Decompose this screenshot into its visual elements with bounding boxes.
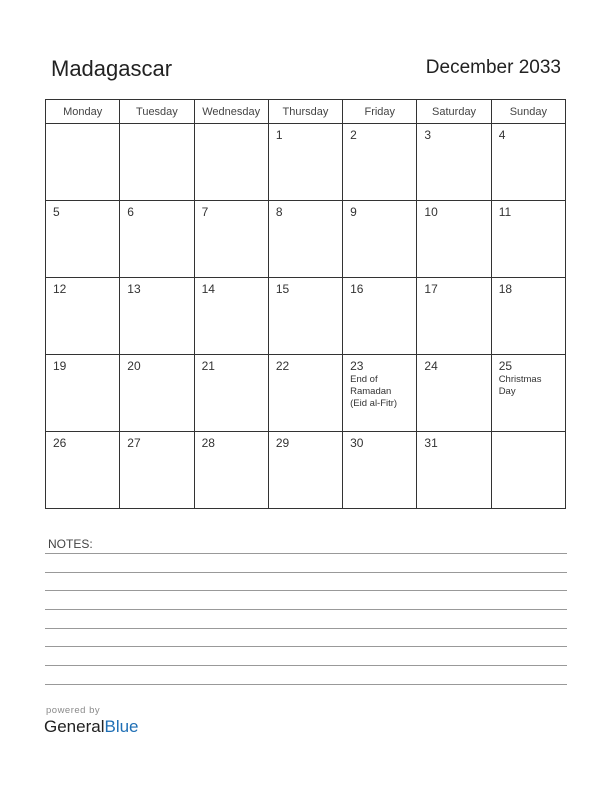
country-title: Madagascar — [51, 56, 173, 81]
day-cell — [417, 124, 491, 201]
day-number: 28 — [201, 436, 215, 450]
powered-by-text: powered by — [46, 705, 101, 716]
day-cell — [343, 432, 417, 509]
day-number: 19 — [53, 359, 67, 373]
day-cell — [194, 355, 268, 432]
weekday-header: Saturday — [417, 100, 491, 124]
day-number: 16 — [350, 282, 364, 296]
day-number: 21 — [201, 359, 215, 373]
day-number: 13 — [127, 282, 141, 296]
day-cell — [268, 278, 342, 355]
week-row — [46, 278, 566, 355]
week-row — [46, 124, 566, 201]
brand-general: General — [44, 717, 105, 736]
day-cell — [46, 278, 120, 355]
day-cell — [46, 355, 120, 432]
day-number: 26 — [53, 436, 67, 450]
month-year-title: December 2033 — [425, 57, 561, 78]
day-cell — [194, 124, 268, 201]
day-number: 29 — [275, 436, 290, 450]
day-cell — [194, 201, 268, 278]
day-number: 11 — [498, 205, 512, 219]
weekday-header: Wednesday — [194, 100, 268, 124]
day-number: 1 — [275, 128, 283, 142]
day-number: 15 — [275, 282, 290, 296]
day-number: 2 — [350, 128, 357, 142]
brand-logo — [44, 717, 139, 737]
day-cell — [46, 201, 120, 278]
day-number: 20 — [127, 359, 141, 373]
day-number: 31 — [424, 436, 438, 450]
weekday-header: Tuesday — [120, 100, 194, 124]
day-cell — [120, 201, 194, 278]
day-cell — [268, 432, 342, 509]
day-number: 10 — [424, 205, 438, 219]
day-number: 27 — [127, 436, 141, 450]
day-number: 4 — [498, 128, 506, 142]
weekday-header-row — [46, 100, 566, 124]
day-cell — [417, 355, 491, 432]
day-number: 23 — [350, 359, 364, 373]
day-cell — [120, 355, 194, 432]
day-number: 3 — [424, 128, 432, 142]
brand-blue: Blue — [104, 717, 139, 736]
note-line — [45, 572, 567, 573]
day-number: 25 — [498, 359, 513, 373]
day-cell — [268, 355, 342, 432]
day-cell — [194, 278, 268, 355]
day-number: 6 — [127, 205, 134, 219]
day-number: 24 — [424, 359, 438, 373]
day-cell — [491, 278, 565, 355]
day-number: 17 — [424, 282, 438, 296]
day-number: 5 — [53, 205, 60, 219]
day-cell — [491, 201, 565, 278]
day-number: 22 — [275, 359, 290, 373]
day-cell — [268, 124, 342, 201]
note-line — [45, 553, 567, 554]
weekday-header: Sunday — [491, 100, 565, 124]
day-number: 14 — [201, 282, 215, 296]
note-line — [45, 665, 567, 666]
day-cell — [120, 432, 194, 509]
day-number: 30 — [350, 436, 364, 450]
note-line — [45, 628, 567, 629]
day-cell — [120, 278, 194, 355]
day-cell — [343, 124, 417, 201]
day-cell — [343, 355, 417, 432]
day-cell — [417, 432, 491, 509]
holiday-label: End of Ramadan (Eid al-Fitr) — [350, 374, 398, 409]
day-cell — [120, 124, 194, 201]
day-cell — [46, 432, 120, 509]
day-cell — [343, 201, 417, 278]
day-number: 18 — [498, 282, 513, 296]
day-cell — [417, 201, 491, 278]
day-number: 8 — [275, 205, 283, 219]
day-number: 9 — [350, 205, 357, 219]
calendar-grid — [45, 99, 566, 509]
day-cell — [417, 278, 491, 355]
weekday-header: Thursday — [268, 100, 342, 124]
day-cell — [343, 278, 417, 355]
holiday-label: Christmas Day — [498, 374, 542, 397]
weekday-header: Monday — [46, 100, 120, 124]
week-row — [46, 201, 566, 278]
notes-label: NOTES: — [48, 537, 93, 551]
day-cell — [46, 124, 120, 201]
week-row — [46, 432, 566, 509]
note-line — [45, 646, 567, 647]
day-cell — [491, 124, 565, 201]
day-cell — [491, 355, 565, 432]
day-number: 7 — [201, 205, 209, 219]
note-line — [45, 684, 567, 685]
day-cell — [491, 432, 565, 509]
day-cell — [268, 201, 342, 278]
note-line — [45, 590, 567, 591]
note-line — [45, 609, 567, 610]
weekday-header: Friday — [343, 100, 417, 124]
day-number: 12 — [53, 282, 67, 296]
day-cell — [194, 432, 268, 509]
week-row — [46, 355, 566, 432]
